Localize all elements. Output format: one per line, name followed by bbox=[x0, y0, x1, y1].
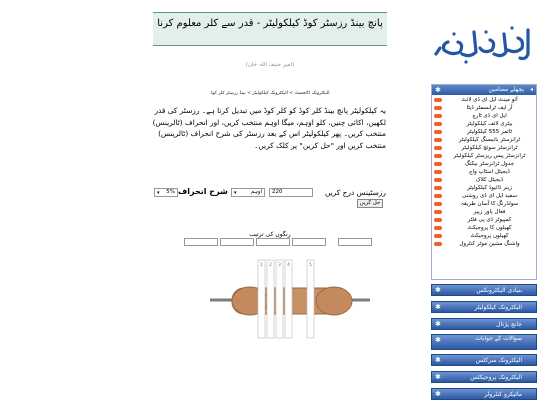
bullet-icon bbox=[434, 186, 442, 190]
category-button-label: الیکٹرونک پروجیکٹس bbox=[470, 374, 522, 381]
article-link[interactable] bbox=[432, 176, 536, 184]
article-link-label: ٹرانزسٹر بائیسنگ کیلکولیٹر bbox=[458, 136, 521, 143]
article-link[interactable] bbox=[432, 200, 536, 208]
article-link-label: کھیلوں کا پروجیکٹ bbox=[467, 224, 512, 231]
category-button-label: جانچ پڑتال bbox=[496, 321, 522, 328]
star-icon: ✱ bbox=[435, 336, 441, 344]
band-color-output-1 bbox=[338, 238, 372, 246]
tolerance-select-value: 5% bbox=[166, 189, 175, 195]
article-link[interactable] bbox=[432, 104, 536, 112]
article-link-label: واشنگ مشین موٹر کنٹرول bbox=[459, 240, 520, 247]
article-link[interactable] bbox=[432, 96, 536, 104]
article-link[interactable] bbox=[432, 192, 536, 200]
article-link[interactable] bbox=[432, 136, 536, 144]
bullet-icon bbox=[434, 210, 442, 214]
band-color-output-2 bbox=[292, 238, 326, 246]
article-link[interactable] bbox=[432, 232, 536, 240]
bullet-icon bbox=[434, 138, 442, 142]
band-color-output-3 bbox=[256, 238, 290, 246]
bullet-icon bbox=[434, 242, 442, 246]
bullet-icon bbox=[434, 178, 442, 182]
category-button-label: مائیکرو کنٹرولر bbox=[484, 391, 522, 398]
article-link-label: کمپیوٹر ڈی پی فلٹر bbox=[467, 216, 512, 223]
category-button[interactable] bbox=[431, 284, 537, 296]
bullet-icon bbox=[434, 226, 442, 230]
resistor-band-1 bbox=[258, 260, 265, 338]
articles-header-label: پچھلے مضامین bbox=[488, 86, 524, 93]
article-link-label: ٹائمر 555 کیلکولیٹر bbox=[467, 128, 512, 135]
category-button-label: بنیادی الیکٹرونکس bbox=[476, 287, 522, 294]
article-link[interactable] bbox=[432, 224, 536, 232]
category-button[interactable] bbox=[431, 354, 537, 366]
star-icon: ✱ bbox=[435, 356, 441, 364]
star-icon: ✱ bbox=[435, 303, 441, 311]
articles-panel bbox=[431, 84, 537, 280]
article-link[interactable] bbox=[432, 152, 536, 160]
category-button-label: الیکٹرونک کیلکولیٹر bbox=[474, 304, 522, 311]
breadcrumb[interactable]: الیکٹرونک ڈائجسٹ > الیکٹرونک کیلکولیٹر > بینڈ رزسٹر کلر کوڈ bbox=[210, 91, 330, 96]
band-color-output-4 bbox=[220, 238, 254, 246]
article-link-label: زینر ڈائیوڈ کیلکولیٹر bbox=[467, 184, 512, 191]
resistor-image bbox=[210, 258, 370, 340]
bullet-icon bbox=[434, 98, 442, 102]
category-button[interactable] bbox=[431, 371, 537, 383]
article-link-label: آئو مینٹ ایل ای ڈی لائٹ bbox=[461, 96, 518, 103]
band-color-output-5 bbox=[184, 238, 218, 246]
solve-button[interactable]: حل کریں bbox=[357, 199, 383, 208]
author-line: (امیر حنیف اللہ خان) bbox=[245, 62, 295, 68]
article-link-label: آر ایف ٹرانسمٹر ڈیٹا bbox=[466, 104, 513, 111]
bullet-icon bbox=[434, 162, 442, 166]
main-content bbox=[150, 0, 390, 405]
sidebar bbox=[430, 0, 538, 405]
resistance-input[interactable]: 220 bbox=[269, 188, 313, 197]
article-link-label: جدول ٹرانزسٹر بیکنگ bbox=[464, 160, 515, 167]
article-link-label: ٹرانزسٹر پیس ریزسٹر کیلکولیٹر bbox=[453, 152, 526, 159]
bullet-icon bbox=[434, 194, 442, 198]
page-title: پانچ بینڈ رزسٹر کوڈ کیلکولیٹر - قدر سے کلر معلوم کرنا bbox=[153, 12, 387, 46]
article-link[interactable] bbox=[432, 144, 536, 152]
bullet-icon bbox=[434, 202, 442, 206]
star-icon: ✱ bbox=[435, 373, 441, 381]
category-button-label: الیکٹرونک سرکٹس bbox=[475, 357, 522, 364]
category-button[interactable] bbox=[431, 388, 537, 400]
value-label: رزسٹینس درج کریں bbox=[324, 188, 386, 197]
category-button[interactable] bbox=[431, 301, 537, 313]
dropdown-arrow-icon: ▾ bbox=[234, 190, 237, 196]
bullet-icon bbox=[434, 130, 442, 134]
article-link[interactable] bbox=[432, 184, 536, 192]
article-link[interactable] bbox=[432, 120, 536, 128]
articles-list bbox=[432, 95, 536, 248]
bullet-icon bbox=[434, 218, 442, 222]
band-number-label: 3 bbox=[278, 262, 281, 267]
bullet-icon bbox=[434, 106, 442, 110]
unit-select-value: اوہم bbox=[250, 189, 262, 195]
article-link-label: بیٹری لائف کیلکولیٹر bbox=[466, 120, 513, 127]
resistor-form bbox=[152, 186, 386, 200]
article-link-label: فعال پاور زیپر bbox=[473, 208, 506, 215]
bullet-icon bbox=[434, 234, 442, 238]
resistor-band-4 bbox=[285, 260, 292, 338]
article-link-label: ٹرانزسٹر سوئچ کیلکولیٹر bbox=[461, 144, 518, 151]
tolerance-label: شرح انحراف bbox=[178, 187, 228, 196]
logo-image bbox=[430, 18, 538, 68]
band-number-label: 4 bbox=[287, 262, 290, 267]
article-link[interactable] bbox=[432, 160, 536, 168]
tolerance-select[interactable] bbox=[154, 188, 178, 197]
band-number-label: 2 bbox=[269, 262, 272, 267]
intro-text: یہ کیلکولیٹر پانچ بینڈ کلر کوڈ کو کلر کوڈ میں تبدیل کرتا ہے۔ رزسٹر کی قدر لکھیں، اکائی چنیں، کلو اوہم، میگا اوہم منتخب کریں، اور انحراف (ٹالرینس) منتخب کریں۔ پھر کیلکولیٹر اس کے بعد رزسٹر کی شرح انحراف (ٹالرینس) منتخب کریں اور "حل کریں" پر کلک کریں۔ bbox=[152, 106, 386, 150]
article-link-label: ڈیجیٹل کلاک bbox=[475, 176, 504, 183]
header-arrow-icon: ◂ bbox=[529, 86, 533, 93]
article-link[interactable] bbox=[432, 112, 536, 120]
star-icon: ✱ bbox=[435, 390, 441, 398]
resistor-band-5 bbox=[307, 260, 314, 338]
article-link[interactable] bbox=[432, 216, 536, 224]
dropdown-arrow-icon: ▾ bbox=[157, 190, 160, 196]
article-link-label: ڈیجیٹل اسٹاپ واچ bbox=[469, 168, 510, 175]
band-number-label: 1 bbox=[260, 262, 263, 267]
article-link-label: کھیلوں پروجیکٹ bbox=[470, 232, 509, 239]
bullet-icon bbox=[434, 146, 442, 150]
bullet-icon bbox=[434, 122, 442, 126]
resistor-band-3 bbox=[276, 260, 283, 338]
article-link[interactable] bbox=[432, 168, 536, 176]
category-button[interactable] bbox=[431, 318, 537, 330]
resistor-band-2 bbox=[267, 260, 274, 338]
header-star-icon: ✱ bbox=[435, 86, 441, 94]
article-link-label: سولڈرنگ کا آسان طریقہ bbox=[460, 200, 519, 207]
category-button[interactable] bbox=[431, 334, 537, 350]
star-icon: ✱ bbox=[435, 286, 441, 294]
article-link[interactable] bbox=[432, 128, 536, 136]
site-logo[interactable] bbox=[430, 18, 538, 68]
article-link-label: سفید ایل ای ڈی روشنی bbox=[462, 192, 517, 199]
unit-select[interactable] bbox=[231, 188, 265, 197]
articles-header bbox=[432, 85, 536, 95]
bullet-icon bbox=[434, 114, 442, 118]
resistor-right-cap bbox=[316, 287, 352, 315]
bullet-icon bbox=[434, 170, 442, 174]
category-button-label: سوالات کے جوابات bbox=[475, 335, 522, 342]
star-icon: ✱ bbox=[435, 320, 441, 328]
article-link[interactable] bbox=[432, 240, 536, 248]
bands-title: رنگوں کی ترتیب bbox=[249, 231, 291, 238]
article-link[interactable] bbox=[432, 208, 536, 216]
band-number-label: 5 bbox=[309, 262, 312, 267]
article-link-label: ایل ای ڈی ٹارچ bbox=[472, 112, 507, 119]
bullet-icon bbox=[434, 154, 442, 158]
